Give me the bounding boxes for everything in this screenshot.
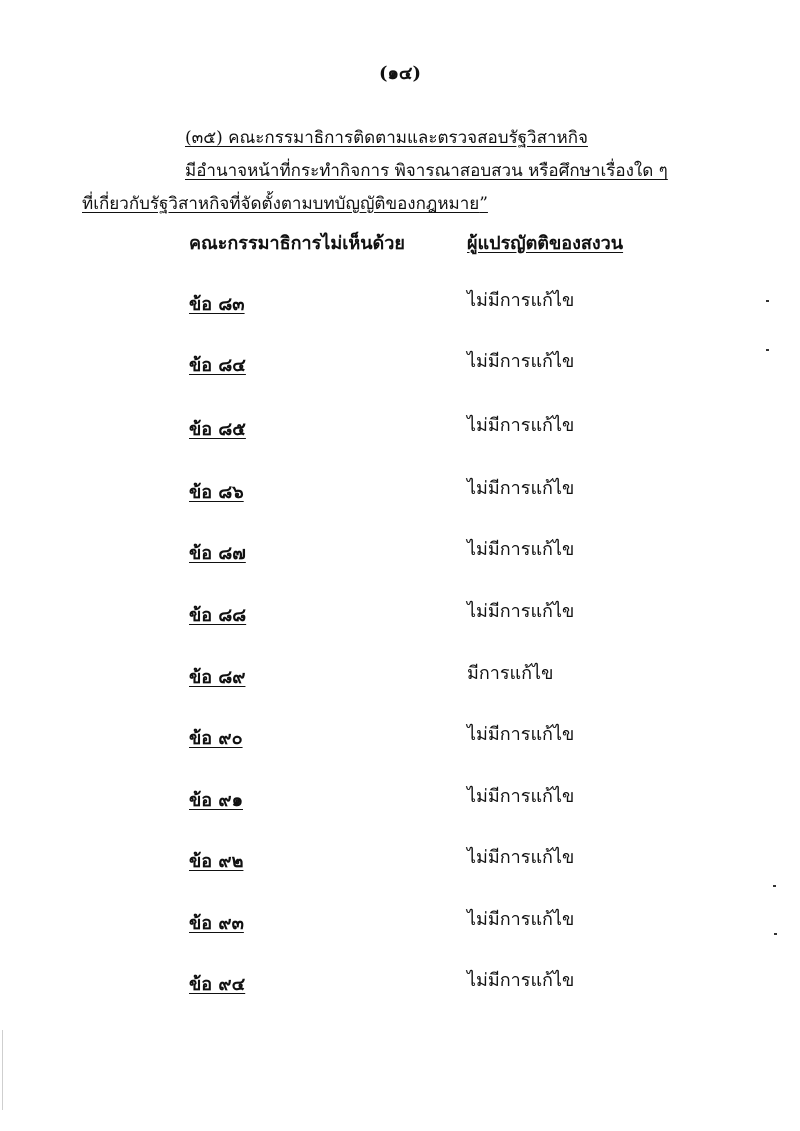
scan-speck bbox=[773, 885, 776, 887]
list-item bbox=[0, 908, 800, 938]
clause-number: ข้อ ๙๑ bbox=[189, 790, 243, 811]
closing-quote: ” bbox=[479, 194, 488, 214]
list-item bbox=[0, 785, 800, 815]
amendment-status: ไม่มีการแก้ไข bbox=[467, 478, 575, 499]
clause-number: ข้อ ๘๓ bbox=[189, 294, 245, 315]
clause-number: ข้อ ๘๔ bbox=[189, 355, 246, 376]
clause-number: ข้อ ๙๐ bbox=[189, 728, 243, 749]
list-item bbox=[0, 477, 800, 507]
clause-number: ข้อ ๘๗ bbox=[189, 543, 246, 564]
clause-number: ข้อ ๙๓ bbox=[189, 913, 244, 934]
list-item bbox=[0, 662, 800, 692]
list-item bbox=[0, 414, 800, 444]
clause-number: ข้อ ๘๘ bbox=[189, 605, 247, 626]
scan-speck bbox=[766, 300, 769, 302]
amendment-status: มีการแก้ไข bbox=[467, 663, 554, 684]
amendment-status: ไม่มีการแก้ไข bbox=[467, 290, 575, 311]
amendment-status: ไม่มีการแก้ไข bbox=[467, 724, 575, 745]
page-number: (๑๔) bbox=[378, 63, 422, 84]
clause-number: ข้อ ๙๔ bbox=[189, 974, 246, 995]
column-header-committee-disagrees: คณะกรรมาธิการไม่เห็นด้วย bbox=[189, 233, 405, 254]
list-item bbox=[0, 969, 800, 999]
amendment-status: ไม่มีการแก้ไข bbox=[467, 351, 575, 372]
clause-number: ข้อ ๙๒ bbox=[189, 851, 244, 872]
list-item bbox=[0, 600, 800, 630]
list-item bbox=[0, 289, 800, 319]
amendment-status: ไม่มีการแก้ไข bbox=[467, 539, 575, 560]
list-item bbox=[0, 846, 800, 876]
paragraph-line-1: (๓๕) คณะกรรมาธิการติดตามและตรวจสอบรัฐวิสาหกิจ bbox=[185, 128, 588, 148]
scan-margin-line bbox=[2, 1030, 3, 1110]
list-item bbox=[0, 538, 800, 568]
amendment-status: ไม่มีการแก้ไข bbox=[467, 909, 575, 930]
scan-speck bbox=[774, 933, 777, 935]
amendment-status: ไม่มีการแก้ไข bbox=[467, 970, 575, 991]
list-item bbox=[0, 723, 800, 753]
clause-number: ข้อ ๘๕ bbox=[189, 419, 246, 440]
amendment-status: ไม่มีการแก้ไข bbox=[467, 415, 575, 436]
paragraph-line-3-text: ที่เกี่ยวกับรัฐวิสาหกิจที่จัดตั้งตามบทบัญญัติของกฎหมาย bbox=[82, 194, 480, 214]
amendment-status: ไม่มีการแก้ไข bbox=[467, 786, 575, 807]
scan-speck bbox=[766, 349, 769, 351]
clause-number: ข้อ ๘๖ bbox=[189, 482, 244, 503]
clause-number: ข้อ ๘๙ bbox=[189, 667, 246, 688]
paragraph-line-2: มีอำนาจหน้าที่กระทำกิจการ พิจารณาสอบสวน หรือศึกษาเรื่องใด ๆ bbox=[185, 161, 668, 181]
list-item bbox=[0, 350, 800, 380]
column-header-reserved-motions: ผู้แปรญัตติของสงวน bbox=[467, 233, 624, 254]
amendment-status: ไม่มีการแก้ไข bbox=[467, 601, 575, 622]
amendment-status: ไม่มีการแก้ไข bbox=[467, 847, 575, 868]
